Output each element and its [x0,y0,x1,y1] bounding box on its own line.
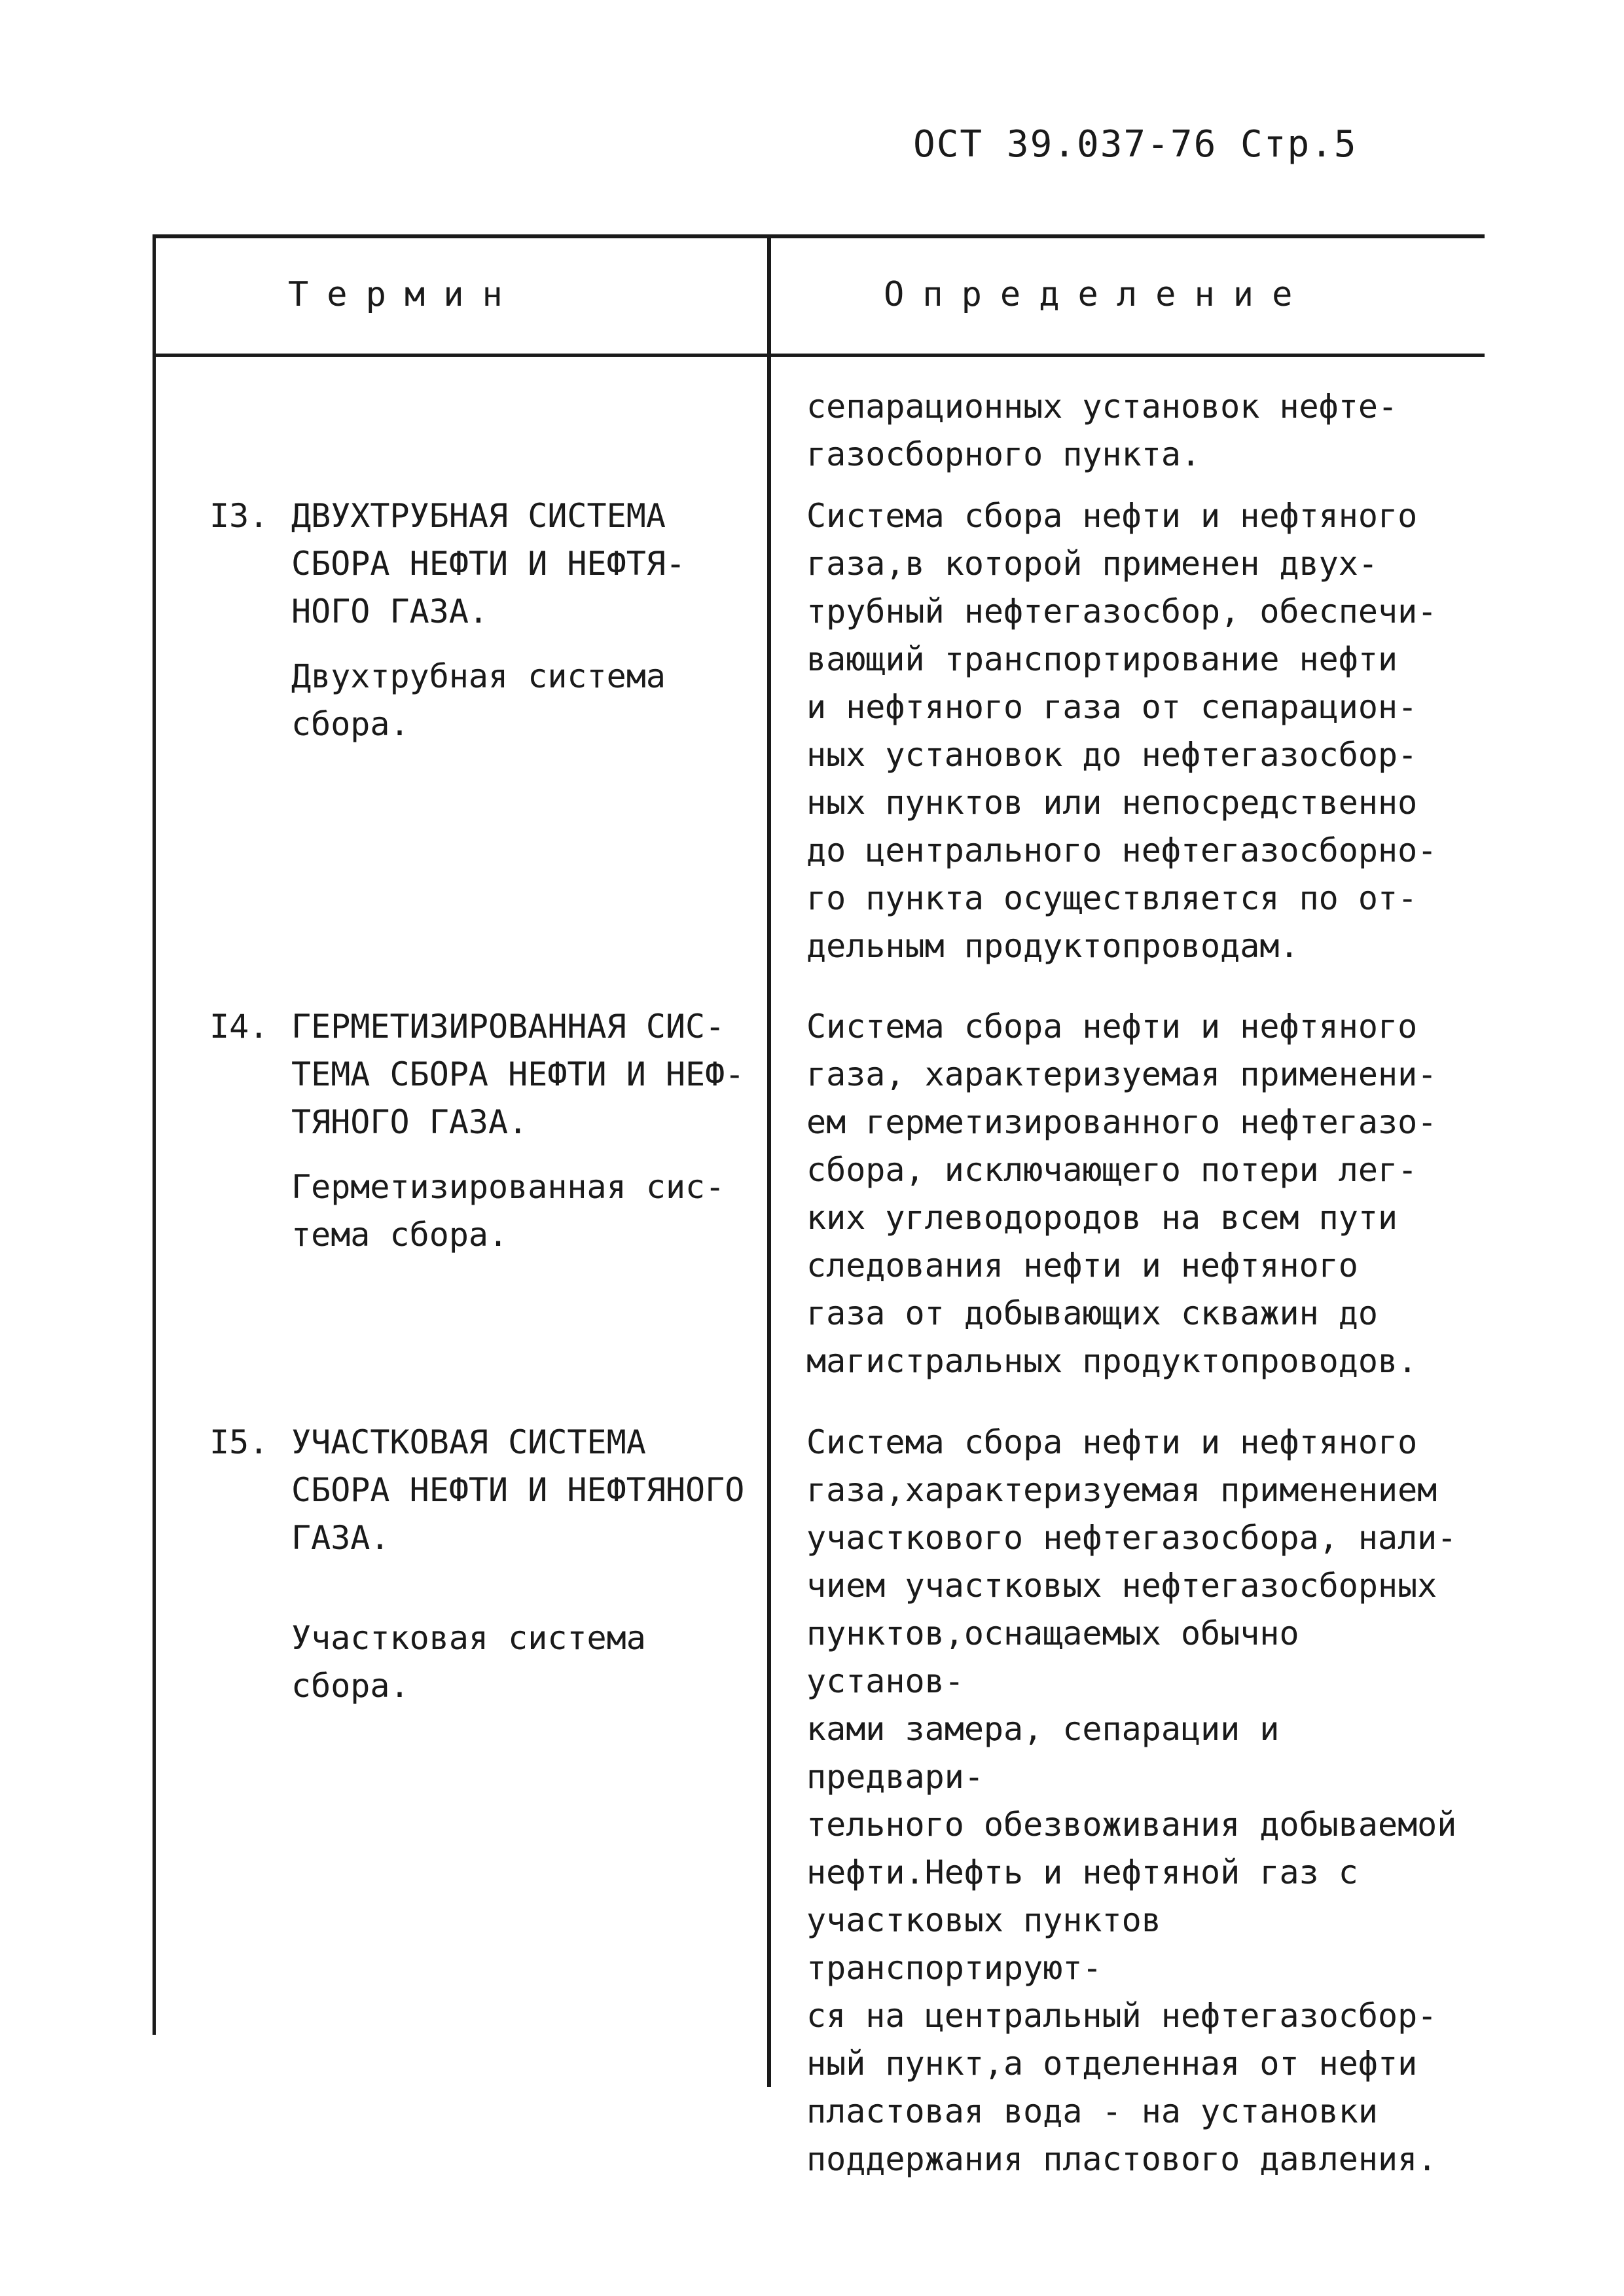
term-name: УЧАСТКОВАЯ СИСТЕМА СБОРА НЕФТИ И НЕФТЯНОГО ГАЗА. [291,1423,745,1557]
term-short-form: Участковая система сбора. [291,1619,646,1705]
definition-14: Система сбора нефти и нефтяного газа, характеризуемая применени- ем герметизированного нефтегазо- сбора, исключающего потери лег- ких углеводородов на всем пути следования нефти и нефтяного газа от добывающих скважин до магистральных продуктопроводов. [806,1008,1437,1380]
definition-13: Система сбора нефти и нефтяного газа,в которой применен двух- трубный нефтегазосбор, обеспечи- вающий транспортирование нефти и нефтяного газа от сепарацион- ных установок до нефтегазосбор- ных пунктов или непосредственно до центрального нефтегазосборно- го пункта осуществляется по от- дельным продуктопроводам. [806,497,1437,965]
term-number: I3. [209,497,269,535]
term-entry-15 [209,1419,759,1710]
term-name: ДВУХТРУБНАЯ СИСТЕМА СБОРА НЕФТИ И НЕФТЯ- НОГО ГАЗА. [291,497,686,630]
column-header-definition: Определение [884,275,1311,314]
table-left-rule [153,234,156,2035]
term-number: I4. [209,1008,269,1046]
definition-continuation: сепарационных установок нефте- газосборного пункта. [806,388,1398,473]
term-number: I5. [209,1423,269,1461]
term-short-form: Двухтрубная система сбора. [291,657,666,743]
table-header-rule [153,354,1485,357]
definition-15: Система сбора нефти и нефтяного газа,характеризуемая применением участкового нефтегазосбора, нали- чием участковых нефтегазосборных пунктов,оснащаемых обычно установ- ками замера, сепарации и предвари- тельного обезвоживания добываемой нефти.Нефть и нефтяной газ с участковых пунктов транспортируют- ся на центральный нефтегазосбор- ный пункт,а отделенная от нефти пластовая вода - на установки поддержания пластового давления. [806,1423,1457,2178]
term-short-form: Герметизированная сис- тема сбора. [291,1168,725,1254]
table-column-divider [767,234,771,2087]
term-entry-13 [209,492,759,748]
page-reference: ОСТ 39.037-76 Стр.5 [913,123,1358,166]
term-name: ГЕРМЕТИЗИРОВАННАЯ СИС- ТЕМА СБОРА НЕФТИ И НЕФ- ТЯНОГО ГАЗА. [291,1008,745,1141]
column-header-term: Термин [288,275,521,314]
term-entry-14 [209,1003,759,1259]
table-top-rule [153,234,1485,238]
